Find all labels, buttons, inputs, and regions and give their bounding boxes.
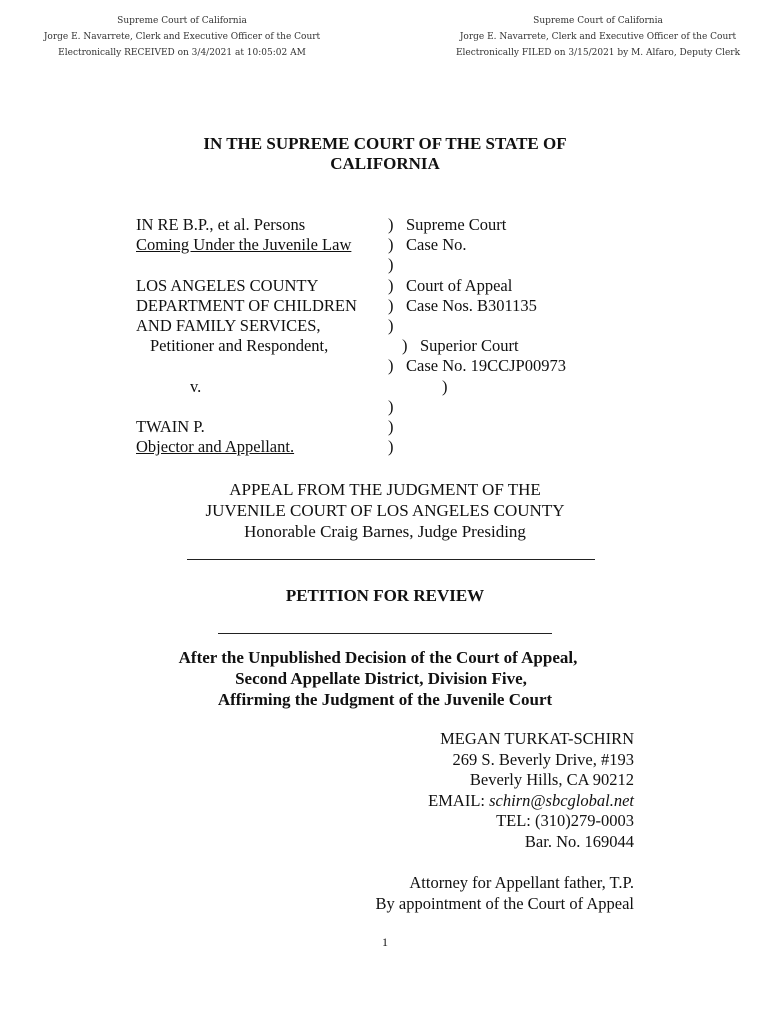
caption-party: DEPARTMENT OF CHILDREN bbox=[136, 295, 357, 315]
received-stamp-clerk: Jorge E. Navarrete, Clerk and Executive Officer of the Court bbox=[43, 32, 321, 42]
caption-paren: ) bbox=[388, 437, 394, 457]
caption-party: LOS ANGELES COUNTY bbox=[136, 275, 319, 295]
caption-row bbox=[136, 296, 696, 316]
appeal-line-1: APPEAL FROM THE JUDGMENT OF THE bbox=[229, 480, 541, 499]
appointment-line-2: By appointment of the Court of Appeal bbox=[375, 894, 634, 913]
attorney-email-line bbox=[428, 791, 634, 812]
caption-case-info: Case Nos. B301135 bbox=[406, 295, 537, 315]
page-number: 1 bbox=[382, 935, 388, 949]
caption-paren: ) bbox=[388, 356, 394, 376]
caption-row bbox=[136, 356, 696, 376]
received-stamp bbox=[32, 13, 332, 61]
caption-paren: ) bbox=[442, 376, 448, 396]
caption-case-info: Superior Court bbox=[420, 336, 519, 356]
caption-paren: ) bbox=[388, 396, 394, 416]
filed-stamp bbox=[448, 13, 748, 61]
caption-paren: ) bbox=[388, 295, 394, 315]
caption-paren: ) bbox=[388, 215, 394, 234]
email-label: EMAIL: bbox=[428, 790, 490, 810]
attorney-city: Beverly Hills, CA 90212 bbox=[469, 770, 634, 789]
caption-party bbox=[136, 356, 388, 376]
caption-party: IN RE B.P., et al. Persons bbox=[136, 215, 306, 234]
caption-paren: ) bbox=[388, 275, 394, 295]
caption-row bbox=[136, 397, 696, 417]
decision-line-3: Affirming the Judgment of the Juvenile Court bbox=[217, 690, 553, 709]
appeal-line-2: JUVENILE COURT OF LOS ANGELES COUNTY bbox=[205, 501, 565, 520]
caption-row bbox=[136, 377, 696, 397]
caption-paren: ) bbox=[388, 416, 394, 436]
decision-line-1: After the Unpublished Decision of the Court of Appeal, bbox=[178, 648, 578, 667]
caption-row bbox=[136, 255, 696, 275]
caption-party bbox=[136, 255, 388, 275]
attorney-block bbox=[428, 729, 634, 852]
caption-paren: ) bbox=[388, 255, 394, 275]
appointment-block bbox=[376, 872, 634, 914]
caption-case-info: Court of Appeal bbox=[406, 275, 513, 295]
petition-title: PETITION FOR REVIEW bbox=[285, 586, 485, 605]
court-title bbox=[0, 134, 770, 174]
appeal-judge: Honorable Craig Barnes, Judge Presiding bbox=[244, 522, 526, 541]
decision-heading bbox=[0, 647, 770, 710]
caption-case-info: Case No. bbox=[406, 235, 467, 255]
appeal-heading bbox=[0, 479, 770, 542]
divider-rule bbox=[187, 559, 595, 560]
caption-row bbox=[136, 235, 696, 255]
appointment-line-1: Attorney for Appellant father, T.P. bbox=[409, 873, 634, 892]
caption-party: Petitioner and Respondent, bbox=[150, 336, 329, 356]
caption-row bbox=[136, 417, 696, 437]
caption-party: v. bbox=[190, 376, 202, 396]
caption-party: AND FAMILY SERVICES, bbox=[136, 315, 321, 335]
caption-case-info: Supreme Court bbox=[406, 215, 507, 234]
attorney-email: schirn@sbcglobal.net bbox=[489, 790, 634, 810]
received-stamp-court: Supreme Court of California bbox=[117, 16, 247, 26]
filed-stamp-date: Electronically FILED on 3/15/2021 by M. Alfaro, Deputy Clerk bbox=[455, 48, 741, 58]
caption-row bbox=[136, 316, 696, 336]
attorney-street: 269 S. Beverly Drive, #193 bbox=[452, 749, 634, 769]
caption-row bbox=[136, 336, 696, 356]
caption-row bbox=[136, 276, 696, 296]
caption-row bbox=[136, 437, 696, 457]
caption-party bbox=[136, 397, 388, 417]
decision-line-2: Second Appellate District, Division Five, bbox=[235, 669, 527, 688]
caption-case-info: Case No. 19CCJP00973 bbox=[406, 356, 566, 376]
filed-stamp-court: Supreme Court of California bbox=[533, 16, 663, 26]
caption-paren: ) bbox=[388, 315, 394, 335]
court-title-line-1: IN THE SUPREME COURT OF THE STATE OF bbox=[203, 134, 567, 153]
case-caption bbox=[136, 215, 696, 457]
received-stamp-date: Electronically RECEIVED on 3/4/2021 at 10:05:02 AM bbox=[58, 48, 306, 58]
attorney-bar-number: Bar. No. 169044 bbox=[524, 831, 634, 851]
caption-party: Objector and Appellant. bbox=[136, 437, 295, 457]
caption-row bbox=[136, 215, 696, 235]
attorney-name: MEGAN TURKAT-SCHIRN bbox=[440, 729, 634, 748]
caption-party: TWAIN P. bbox=[136, 416, 205, 436]
divider-rule bbox=[218, 633, 552, 634]
caption-paren: ) bbox=[388, 235, 394, 255]
caption-paren: ) bbox=[402, 336, 408, 356]
court-title-line-2: CALIFORNIA bbox=[330, 154, 440, 173]
attorney-tel: TEL: (310)279-0003 bbox=[496, 811, 634, 830]
caption-party: Coming Under the Juvenile Law bbox=[136, 235, 352, 255]
filed-stamp-clerk: Jorge E. Navarrete, Clerk and Executive Officer of the Court bbox=[459, 32, 737, 42]
